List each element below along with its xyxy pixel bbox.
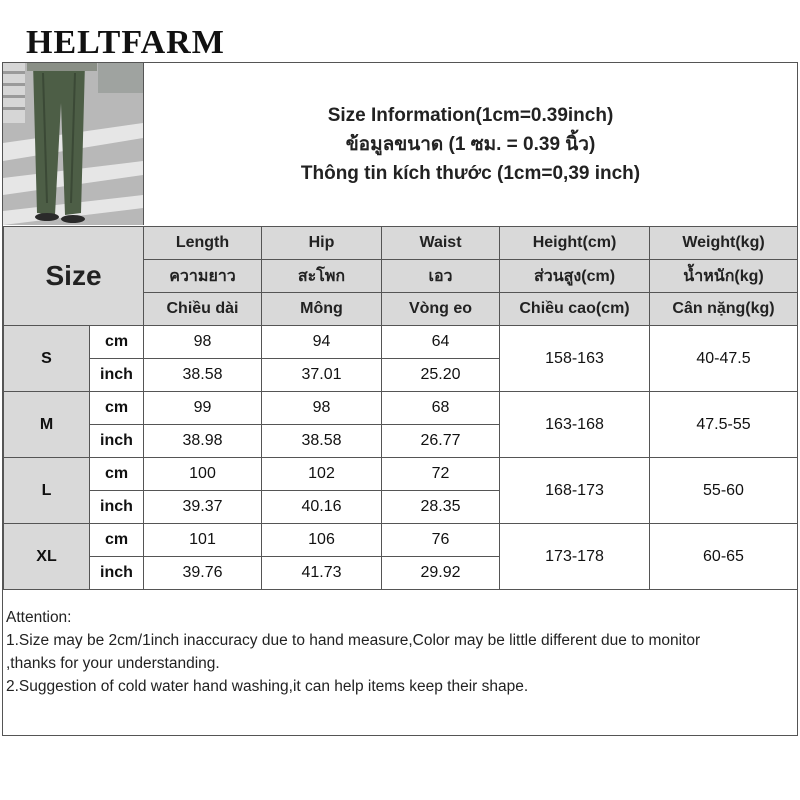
attention-note-1-continued: ,thanks for your understanding.	[6, 655, 220, 672]
unit-cell: inch	[90, 557, 144, 590]
unit-cell: inch	[90, 359, 144, 392]
height-cell: 163-168	[500, 392, 650, 458]
size-cell: L	[4, 458, 90, 524]
height-cell: 158-163	[500, 326, 650, 392]
table-cell: 64	[382, 326, 500, 359]
table-cell: 39.37	[144, 491, 262, 524]
table-row	[4, 326, 798, 359]
column-header: Hip	[262, 227, 382, 260]
table-cell: 25.20	[382, 359, 500, 392]
product-photo-image	[3, 63, 143, 225]
column-header: Vòng eo	[382, 293, 500, 326]
table-cell: 29.92	[382, 557, 500, 590]
table-cell: 106	[262, 524, 382, 557]
attention-notes	[6, 606, 796, 698]
table-cell: 41.73	[262, 557, 382, 590]
table-cell: 101	[144, 524, 262, 557]
table-cell: 26.77	[382, 425, 500, 458]
table-cell: 28.35	[382, 491, 500, 524]
column-header: ความยาว	[144, 260, 262, 293]
column-header: สะโพก	[262, 260, 382, 293]
table-cell: 100	[144, 458, 262, 491]
weight-cell: 47.5-55	[650, 392, 798, 458]
table-cell: 94	[262, 326, 382, 359]
table-cell: 68	[382, 392, 500, 425]
column-header: Weight(kg)	[650, 227, 798, 260]
size-cell: XL	[4, 524, 90, 590]
column-header: Waist	[382, 227, 500, 260]
attention-note-2: 2.Suggestion of cold water hand washing,it can help items keep their shape.	[6, 678, 529, 695]
table-cell: 38.98	[144, 425, 262, 458]
table-row	[4, 458, 798, 491]
size-information-block	[144, 63, 797, 225]
unit-cell: inch	[90, 491, 144, 524]
height-cell: 168-173	[500, 458, 650, 524]
table-cell: 102	[262, 458, 382, 491]
size-cell: S	[4, 326, 90, 392]
size-info-thai: ข้อมูลขนาด (1 ซม. = 0.39 นิ้ว)	[345, 133, 596, 155]
attention-note-1: 1.Size may be 2cm/1inch inaccuracy due to hand measure,Color may be little different due to monitor	[6, 632, 701, 649]
column-header: Chiều cao(cm)	[500, 293, 650, 326]
attention-title: Attention:	[6, 609, 72, 626]
unit-cell: cm	[90, 524, 144, 557]
column-header: Mông	[262, 293, 382, 326]
table-row	[4, 392, 798, 425]
weight-cell: 40-47.5	[650, 326, 798, 392]
table-cell: 76	[382, 524, 500, 557]
size-cell: M	[4, 392, 90, 458]
column-header: เอว	[382, 260, 500, 293]
column-header: Chiều dài	[144, 293, 262, 326]
table-cell: 40.16	[262, 491, 382, 524]
size-table	[3, 226, 798, 590]
brand-logo: HELTFARM	[26, 24, 225, 61]
size-info-english: Size Information(1cm=0.39inch)	[327, 104, 614, 126]
header-row-english	[4, 227, 798, 260]
unit-cell: inch	[90, 425, 144, 458]
table-cell: 37.01	[262, 359, 382, 392]
unit-cell: cm	[90, 326, 144, 359]
unit-cell: cm	[90, 392, 144, 425]
table-row	[4, 524, 798, 557]
table-cell: 38.58	[144, 359, 262, 392]
product-photo	[3, 63, 144, 225]
column-header: Cân nặng(kg)	[650, 293, 798, 326]
table-cell: 39.76	[144, 557, 262, 590]
column-header: ส่วนสูง(cm)	[500, 260, 650, 293]
table-cell: 38.58	[262, 425, 382, 458]
size-info-vietnamese: Thông tin kích thước (1cm=0,39 inch)	[300, 162, 641, 184]
table-cell: 99	[144, 392, 262, 425]
table-cell: 98	[262, 392, 382, 425]
column-header: Height(cm)	[500, 227, 650, 260]
unit-cell: cm	[90, 458, 144, 491]
height-cell: 173-178	[500, 524, 650, 590]
table-cell: 98	[144, 326, 262, 359]
weight-cell: 60-65	[650, 524, 798, 590]
column-header: Length	[144, 227, 262, 260]
table-cell: 72	[382, 458, 500, 491]
size-column-title: Size	[4, 227, 144, 326]
weight-cell: 55-60	[650, 458, 798, 524]
column-header: น้ำหนัก(kg)	[650, 260, 798, 293]
